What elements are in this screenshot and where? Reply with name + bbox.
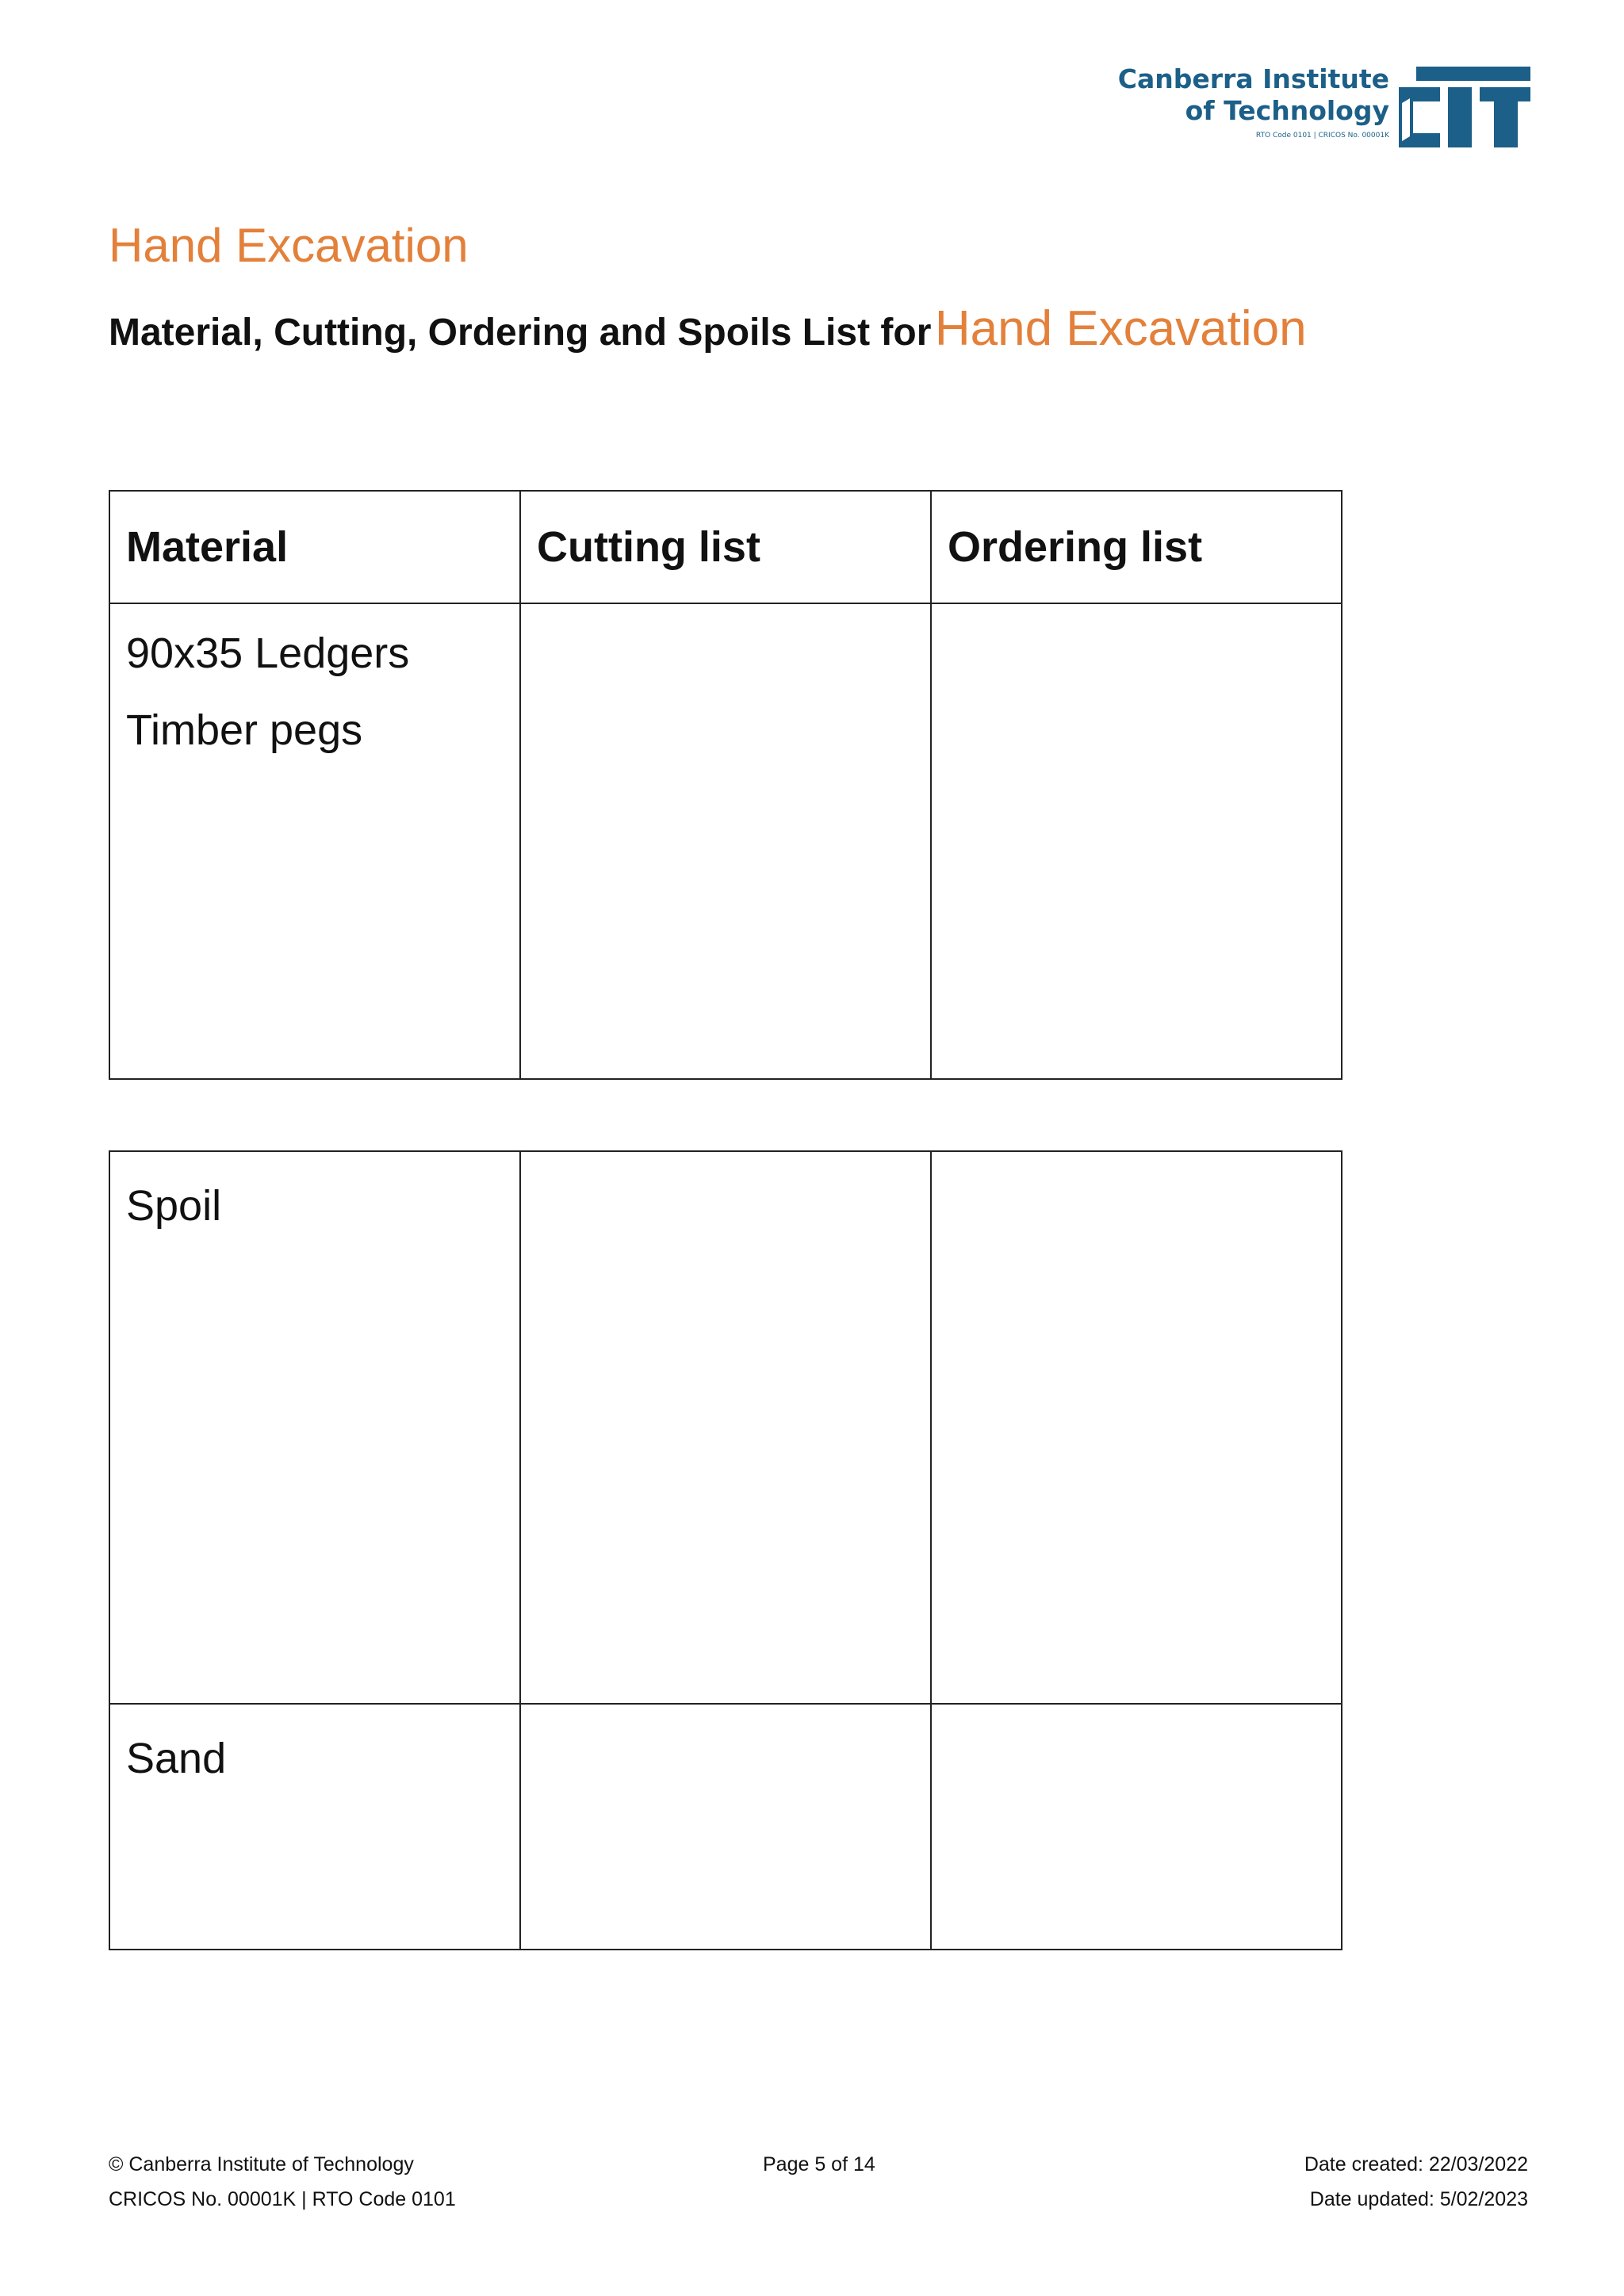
header-cutting-list: Cutting list xyxy=(520,491,931,603)
table-header-row xyxy=(109,491,1342,603)
spoils-table xyxy=(109,1150,1342,1950)
logo-name-line1: Canberra Institute xyxy=(1117,63,1389,94)
spoil-label: Spoil xyxy=(109,1151,520,1704)
document-title: Hand Excavation xyxy=(109,219,469,272)
footer-copyright: © Canberra Institute of Technology xyxy=(109,2153,414,2175)
date-updated: Date updated: 5/02/2023 xyxy=(1309,2188,1528,2210)
subheading xyxy=(109,293,1307,377)
footer-codes: CRICOS No. 00001K | RTO Code 0101 xyxy=(109,2188,456,2210)
cutting-list-cell[interactable] xyxy=(520,603,931,1079)
table-row xyxy=(109,603,1342,1079)
footer-left xyxy=(109,2147,456,2217)
cit-logo xyxy=(1117,63,1530,151)
page-number: Page 5 of 14 xyxy=(763,2153,875,2175)
materials-table xyxy=(109,490,1342,1080)
footer-center xyxy=(763,2147,875,2182)
header-ordering-list: Ordering list xyxy=(931,491,1342,603)
header-material: Material xyxy=(109,491,520,603)
subheading-bold-text: Material, Cutting, Ordering and Spoils List for xyxy=(109,312,932,354)
logo-text xyxy=(1118,63,1389,144)
spoil-ordering-cell[interactable] xyxy=(931,1151,1342,1704)
sand-label: Sand xyxy=(109,1704,520,1950)
sand-cutting-cell[interactable] xyxy=(520,1704,931,1950)
logo-codes: RTO Code 0101 | CRICOS No. 00001K xyxy=(1255,132,1389,140)
date-created: Date created: 22/03/2022 xyxy=(1304,2153,1528,2175)
spoil-cutting-cell[interactable] xyxy=(520,1151,931,1704)
footer-right xyxy=(1304,2147,1528,2217)
sand-ordering-cell[interactable] xyxy=(931,1704,1342,1950)
cit-logo-icon xyxy=(1399,67,1530,147)
subheading-orange-text: Hand Excavation xyxy=(934,301,1307,356)
material-item: Timber pegs xyxy=(126,706,363,754)
logo-name-line2: of Technology xyxy=(1185,95,1389,126)
table-row xyxy=(109,1704,1342,1950)
material-cell xyxy=(109,603,520,1079)
material-item: 90x35 Ledgers xyxy=(126,629,410,677)
table-row xyxy=(109,1151,1342,1704)
ordering-list-cell[interactable] xyxy=(931,603,1342,1079)
